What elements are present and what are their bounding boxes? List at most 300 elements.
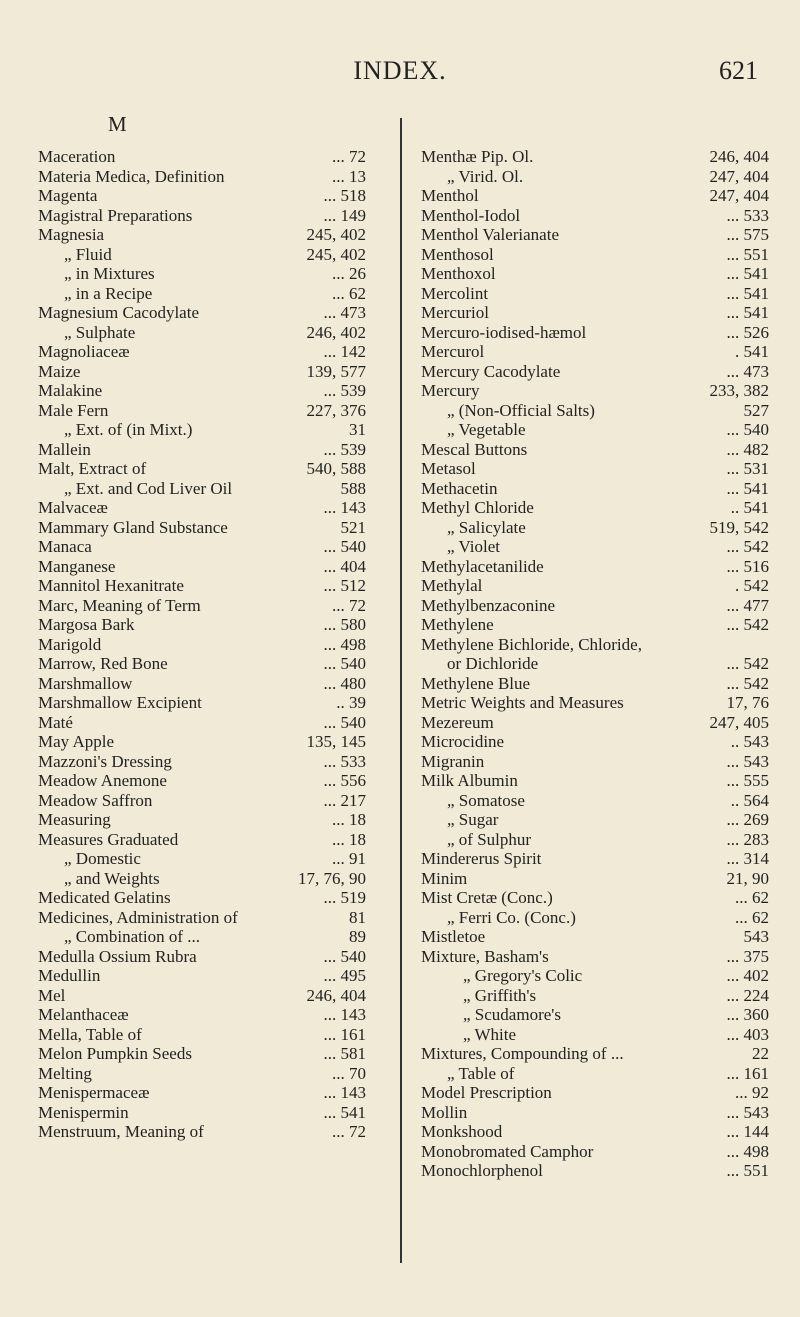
index-entry [421,771,769,791]
entry-pages: ... 516 [726,556,769,576]
entry-term: Mannitol Hexanitrate [38,576,184,595]
entry-pages: 89 [349,927,366,946]
entry-term: Monkshood [421,1122,503,1141]
index-entry [38,576,366,596]
index-entry [421,401,769,421]
index-entry [38,752,366,772]
entry-term: Mammary Gland Substance [38,517,228,537]
index-entry [421,498,769,518]
entry-term: „ Ext. and Cod Liver Oil [64,478,233,498]
entry-pages: . 541 [735,342,769,361]
index-entry [421,674,769,694]
index-entry [421,596,769,616]
entry-term: Metasol [421,459,476,478]
entry-pages: 17, 76 [726,693,769,712]
entry-term: Menthæ Pip. Ol. [421,147,534,166]
index-entry [421,557,769,577]
index-entry [421,420,769,440]
entry-term: Malakine [38,381,103,400]
entry-pages: ... 533 [726,205,769,225]
entry-term: „ Combination of ... [64,927,200,946]
index-entry [38,459,366,479]
index-entry [421,1025,769,1045]
entry-term: Marrow, Red Bone [38,654,168,673]
entry-pages: ... 283 [726,829,769,849]
entry-pages: ... 542 [726,615,769,634]
index-entry [421,693,769,713]
index-entry [38,342,366,362]
entry-pages: ... 62 [332,283,366,303]
entry-term: Menthol-Iodol [421,205,521,225]
entry-pages: ... 540 [323,654,366,673]
entry-term: Marshmallow Excipient [38,693,202,712]
index-entry [421,245,769,265]
entry-pages: ... 541 [726,303,769,322]
index-entry [38,245,366,265]
index-entry [421,440,769,460]
entry-pages: ... 541 [726,283,769,303]
entry-term: „ (Non-Official Salts) [447,400,595,420]
index-entry [421,206,769,226]
entry-pages: 17, 76, 90 [298,868,366,888]
entry-term: Mindererus Spirit [421,849,542,868]
index-entry [38,635,366,655]
entry-pages: ... 161 [323,1024,366,1044]
entry-term: Methylal [421,576,483,595]
entry-term: „ Violet [447,537,500,556]
entry-term: „ and Weights [64,868,160,888]
entry-term: „ Vegetable [447,420,526,439]
column-divider [400,118,402,1263]
index-entry [38,1122,366,1142]
entry-term: Melon Pumpkin Seeds [38,1044,192,1063]
entry-pages: ... 542 [726,537,769,556]
entry-pages: ... 142 [323,342,366,361]
entry-term: Mercury Cacodylate [421,361,561,381]
entry-term: „ Sulphate [64,322,136,342]
entry-pages: ... 580 [323,615,366,634]
entry-pages: ... 480 [323,673,366,693]
index-entry [38,986,366,1006]
entry-pages: 519, 542 [709,517,769,537]
entry-term: Mixture, Basham's [421,946,549,966]
entry-term: „ Somatose [447,790,525,810]
entry-term: „ Scudamore's [463,1005,561,1024]
entry-term: Monochlorphenol [421,1161,543,1180]
entry-term: Menthol [421,186,479,205]
entry-pages: .. 564 [730,790,769,810]
entry-term: Monobromated Camphor [421,1141,594,1161]
index-entry [38,654,366,674]
entry-pages: ... 555 [726,771,769,790]
index-entry [38,1103,366,1123]
index-entry [38,869,366,889]
entry-term: Migranin [421,751,485,771]
entry-term: Mazzoni's Dressing [38,751,172,771]
entry-pages: .. 543 [730,732,769,751]
index-entry [38,206,366,226]
index-entry [421,713,769,733]
index-entry [38,420,366,440]
index-entry [38,1064,366,1084]
entry-term: Magnoliaceæ [38,342,130,361]
index-entry [38,888,366,908]
entry-pages: ... 91 [332,849,366,868]
entry-pages: ... 518 [323,186,366,205]
entry-term: „ in Mixtures [64,264,155,283]
entry-term: Melanthaceæ [38,1005,129,1024]
entry-pages: 233, 382 [709,381,769,400]
entry-pages: ... 556 [323,771,366,790]
entry-pages: ... 72 [332,1122,366,1141]
entry-term: Mercurol [421,342,485,361]
index-entry [38,264,366,284]
entry-pages: 21, 90 [726,868,769,888]
index-entry [38,225,366,245]
entry-pages: 247, 405 [709,712,769,732]
entry-term: Methyl Chloride [421,498,534,517]
section-letter: M [108,112,127,136]
entry-term: Margosa Bark [38,615,135,634]
entry-pages: ... 531 [726,459,769,478]
index-entry [38,674,366,694]
entry-pages: 521 [340,517,366,537]
index-entry [38,693,366,713]
index-entry [38,810,366,830]
entry-pages: 31 [349,420,366,439]
index-entry [421,986,769,1006]
index-entry [38,518,366,538]
index-entry [38,771,366,791]
entry-pages: 527 [743,400,769,420]
entry-term: „ Domestic [64,849,141,868]
entry-pages: ... 375 [726,946,769,966]
index-entry [421,947,769,967]
entry-pages: ... 540 [323,537,366,556]
entry-term: Methylbenzaconine [421,595,556,615]
entry-pages: ... 62 [735,907,769,927]
entry-pages: ... 526 [726,322,769,342]
entry-pages: .. 39 [336,693,366,712]
index-entry [421,1044,769,1064]
entry-pages: ... 477 [726,595,769,615]
index-entry [38,1044,366,1064]
index-entry [421,167,769,187]
index-entry [421,849,769,869]
index-entry [38,927,366,947]
entry-term: Melting [38,1063,92,1083]
entry-term: Medullin [38,966,101,985]
index-entry [421,323,769,343]
entry-term: May Apple [38,732,115,751]
entry-pages: .. 541 [730,498,769,517]
index-entry [38,830,366,850]
entry-term: Mistletoe [421,927,486,946]
entry-term: Manaca [38,537,92,556]
index-entry [38,381,366,401]
entry-pages: ... 217 [323,790,366,810]
entry-pages: ... 143 [323,1005,366,1024]
entry-term: Mel [38,985,66,1005]
entry-term: or Dichloride [447,654,539,673]
index-entry [421,908,769,928]
entry-term: Medulla Ossium Rubra [38,946,197,966]
index-entry [38,303,366,323]
entry-term: Mallein [38,439,91,459]
entry-term: „ Sugar [447,810,499,829]
index-entry [421,381,769,401]
entry-term: Marigold [38,634,102,654]
index-entry [38,596,366,616]
entry-pages: 247, 404 [709,186,769,205]
index-entry [38,557,366,577]
entry-pages: ... 144 [726,1122,769,1141]
entry-term: Methylacetanilide [421,556,544,576]
index-entry [421,537,769,557]
index-entry [421,186,769,206]
entry-pages: 247, 404 [709,166,769,186]
index-entry [38,284,366,304]
entry-term: Menthol Valerianate [421,225,560,244]
entry-pages: ... 540 [323,712,366,732]
entry-term: „ Virid. Ol. [447,166,524,186]
entry-term: Magistral Preparations [38,205,193,225]
index-entry [421,615,769,635]
index-entry [421,810,769,830]
entry-pages: 245, 402 [306,225,366,244]
index-entry [421,888,769,908]
entry-term: „ in a Recipe [64,283,153,303]
index-entry [421,830,769,850]
index-entry [38,732,366,752]
entry-term: Menthoxol [421,264,496,283]
entry-pages: 81 [349,907,366,927]
index-entry [421,518,769,538]
entry-pages: 245, 402 [306,244,366,264]
index-entry [421,459,769,479]
entry-term: Maize [38,361,81,381]
index-entry [421,654,769,674]
index-entry [38,498,366,518]
index-entry [38,1025,366,1045]
entry-pages: 135, 145 [306,732,366,751]
entry-pages: ... 541 [726,264,769,283]
entry-pages: ... 543 [726,751,769,771]
entry-pages: ... 539 [323,381,366,400]
index-entry [38,401,366,421]
index-entry [421,1161,769,1181]
entry-pages: ... 161 [726,1063,769,1083]
entry-pages: ... 224 [726,985,769,1005]
index-entry [421,576,769,596]
index-entry [38,1005,366,1025]
entry-term: Maceration [38,147,116,166]
entry-term: „ White [463,1024,517,1044]
entry-term: „ of Sulphur [447,829,532,849]
entry-pages: ... 540 [323,946,366,966]
entry-pages: ... 473 [323,303,366,322]
entry-term: Mercuro-iodised-hæmol [421,322,587,342]
entry-pages: ... 314 [726,849,769,868]
entry-term: „ Gregory's Colic [463,966,583,985]
entry-pages: ... 473 [726,361,769,381]
entry-pages: 588 [340,478,366,498]
entry-pages: ... 360 [726,1005,769,1024]
entry-pages: ... 18 [332,829,366,849]
entry-term: Methylene Bichloride, Chloride, [421,634,642,654]
entry-pages: ... 402 [726,966,769,985]
index-entry [421,1103,769,1123]
entry-pages: ... 542 [726,673,769,693]
entry-term: Mercolint [421,283,489,303]
entry-pages: ... 581 [323,1044,366,1063]
entry-term: Magnesia [38,225,105,244]
entry-term: Male Fern [38,400,109,420]
entry-term: Metric Weights and Measures [421,693,624,712]
entry-term: Menispermin [38,1102,129,1122]
running-header: INDEX. [353,56,447,85]
left-column [38,147,366,1142]
index-entry [421,1122,769,1142]
entry-term: Microcidine [421,732,505,751]
entry-term: „ Ext. of (in Mixt.) [64,420,193,439]
index-entry [421,147,769,167]
entry-pages: ... 512 [323,576,366,595]
entry-term: Mezereum [421,712,494,732]
entry-term: Mercuriol [421,303,489,322]
entry-pages: ... 542 [726,654,769,673]
entry-term: Manganese [38,556,116,576]
index-entry [38,791,366,811]
entry-pages: ... 70 [332,1063,366,1083]
entry-pages: 227, 376 [306,400,366,420]
entry-pages: ... 72 [332,595,366,615]
entry-term: Menthosol [421,244,494,264]
entry-term: „ Griffith's [463,985,537,1005]
entry-pages: ... 498 [726,1141,769,1161]
index-entry [38,479,366,499]
index-entry [421,635,769,655]
entry-term: „ Table of [447,1063,515,1083]
index-entry [421,342,769,362]
index-entry [38,947,366,967]
entry-pages: 246, 402 [306,322,366,342]
index-entry [421,791,769,811]
index-entry [421,1083,769,1103]
entry-term: Materia Medica, Definition [38,166,225,186]
entry-pages: ... 519 [323,888,366,907]
index-entry [38,908,366,928]
index-entry [421,303,769,323]
entry-pages: ... 482 [726,439,769,459]
index-entry [38,362,366,382]
entry-pages: ... 539 [323,439,366,459]
entry-term: Meadow Anemone [38,771,167,790]
entry-term: Milk Albumin [421,771,518,790]
entry-term: Marshmallow [38,673,133,693]
entry-term: Mollin [421,1102,468,1122]
index-entry [38,713,366,733]
entry-pages: ... 143 [323,1083,366,1102]
entry-term: Methylene Blue [421,673,531,693]
entry-term: Mixtures, Compounding of ... [421,1044,624,1063]
index-entry [38,186,366,206]
entry-pages: ... 92 [735,1083,769,1102]
entry-pages: ... 495 [323,966,366,985]
index-entry [421,732,769,752]
entry-term: Maté [38,712,73,732]
entry-term: „ Ferri Co. (Conc.) [447,907,576,927]
entry-term: Mist Cretæ (Conc.) [421,888,553,907]
entry-pages: ... 149 [323,205,366,225]
entry-pages: ... 540 [726,420,769,439]
entry-term: Marc, Meaning of Term [38,595,201,615]
entry-pages: 246, 404 [306,985,366,1005]
entry-pages: ... 62 [735,888,769,907]
entry-term: Methacetin [421,478,498,498]
entry-pages: 540, 588 [306,459,366,478]
index-entry [38,966,366,986]
index-entry [38,323,366,343]
entry-term: Mercury [421,381,480,400]
entry-term: Malvaceæ [38,498,108,517]
index-entry [421,284,769,304]
index-entry [38,1083,366,1103]
index-entry [38,167,366,187]
entry-pages: ... 143 [323,498,366,517]
entry-pages: ... 26 [332,264,366,283]
index-entry [38,849,366,869]
index-entry [421,479,769,499]
entry-pages: ... 551 [726,244,769,264]
entry-pages: ... 498 [323,634,366,654]
index-entry [421,869,769,889]
entry-pages: ... 541 [323,1102,366,1122]
entry-pages: 22 [752,1044,769,1063]
entry-term: Malt, Extract of [38,459,147,478]
entry-term: Model Prescription [421,1083,552,1102]
entry-term: Medicines, Administration of [38,907,238,927]
entry-pages: ... 403 [726,1024,769,1044]
entry-pages: ... 269 [726,810,769,829]
right-column [421,147,769,1181]
index-entry [38,147,366,167]
index-entry [421,1064,769,1084]
entry-term: „ Salicylate [447,517,526,537]
entry-pages: ... 533 [323,751,366,771]
entry-term: Menstruum, Meaning of [38,1122,204,1141]
entry-term: Magnesium Cacodylate [38,303,199,322]
page-number: 621 [719,56,758,85]
entry-term: Mella, Table of [38,1024,142,1044]
entry-pages: ... 18 [332,810,366,829]
entry-pages: 543 [743,927,769,946]
entry-pages: ... 543 [726,1102,769,1122]
entry-term: Minim [421,868,468,888]
entry-term: „ Fluid [64,244,112,264]
index-entry [421,225,769,245]
entry-pages: ... 551 [726,1161,769,1180]
index-entry [421,927,769,947]
index-entry [421,1005,769,1025]
entry-pages: ... 72 [332,147,366,166]
entry-term: Measuring [38,810,111,829]
index-entry [421,264,769,284]
entry-term: Mescal Buttons [421,439,528,459]
index-entry [38,537,366,557]
index-entry [38,440,366,460]
entry-pages: ... 541 [726,478,769,498]
